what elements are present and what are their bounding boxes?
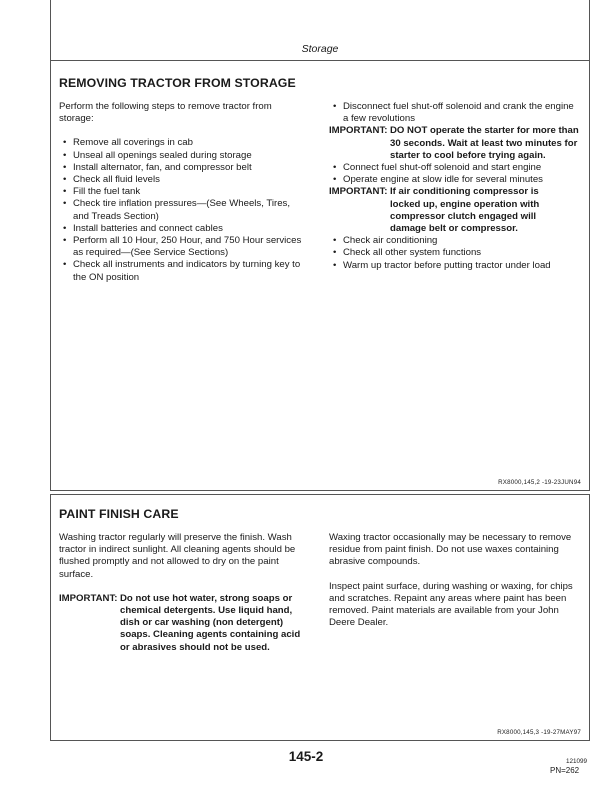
- list-item: • Remove all coverings in cab: [63, 137, 193, 149]
- reference-code: RX8000,145,2 -19-23JUN94: [498, 479, 581, 486]
- footer-code: 121099: [566, 758, 588, 765]
- list-item: • Perform all 10 Hour, 250 Hour, and 750 Hour services as required—(See Service Sections): [63, 235, 302, 259]
- important-label: IMPORTANT:: [329, 186, 388, 198]
- paragraph: Waxing tractor occasionally may be necessary to remove residue from paint finish. Do not use waxes containing abrasive compounds.: [329, 532, 572, 568]
- list-item: • Connect fuel shut-off solenoid and start engine: [333, 162, 542, 174]
- right-column: [329, 532, 579, 629]
- section-title: REMOVING TRACTOR FROM STORAGE: [59, 76, 296, 90]
- list-item: • Check all fluid levels: [63, 174, 160, 186]
- page-number: 145-2: [288, 749, 324, 764]
- list-item: • Check all instruments and indicators by turning key to the ON position: [63, 259, 301, 283]
- intro-text: Perform the following steps to remove tractor from storage:: [59, 101, 272, 125]
- page-header: Storage: [301, 43, 339, 55]
- list-item: • Disconnect fuel shut-off solenoid and crank the engine a few revolutions: [333, 101, 574, 125]
- list-item: • Warm up tractor before putting tractor under load: [333, 259, 551, 271]
- footer-pn: PN=262: [550, 766, 580, 775]
- list-item: • Unseal all openings sealed during storage: [63, 149, 252, 161]
- list-item: • Check all other system functions: [333, 247, 482, 259]
- important-note: IMPORTANT: DO NOT operate the starter for more than 30 seconds. Wait at least two minutes for starter to cool before trying again.: [329, 125, 579, 161]
- paragraph: Washing tractor regularly will preserve the finish. Wash tractor in indirect sunlight. All cleaning agents should be flushed promptly and not allowed to dry on the paint surface.: [59, 532, 296, 580]
- section-paint-finish: [50, 494, 590, 741]
- list-item: • Check tire inflation pressures—(See Wheels, Tires, and Treads Section): [63, 198, 291, 222]
- list-item: • Install batteries and connect cables: [63, 222, 223, 234]
- paragraph: Inspect paint surface, during washing or waxing, for chips and scratches. Repaint any areas where paint has been removed. Paint materials are available from your John Deere Dealer.: [329, 580, 573, 629]
- list-item: • Install alternator, fan, and compressor belt: [63, 161, 252, 173]
- list-item: • Fill the fuel tank: [63, 186, 141, 198]
- important-note: IMPORTANT: Do not use hot water, strong soaps or chemical detergents. Use liquid hand, dish or car washing (non detergent) soaps. Cleaning agents containing acid or abrasives should not be used.: [59, 592, 301, 653]
- right-column: [329, 101, 581, 272]
- important-note: IMPORTANT: If air conditioning compressor is locked up, engine operation with compressor clutch engaged will damage belt or compressor.: [329, 186, 540, 235]
- left-column: [59, 532, 313, 654]
- section-removing-tractor: [50, 60, 590, 491]
- list-item: • Check air conditioning: [333, 235, 438, 247]
- left-column: [59, 101, 309, 284]
- list-item: • Operate engine at slow idle for several minutes: [333, 174, 543, 186]
- important-label: IMPORTANT:: [329, 125, 388, 137]
- reference-code: RX8000,145,3 -19-27MAY97: [497, 729, 581, 736]
- section-title: PAINT FINISH CARE: [59, 507, 179, 521]
- important-label: IMPORTANT:: [59, 592, 118, 604]
